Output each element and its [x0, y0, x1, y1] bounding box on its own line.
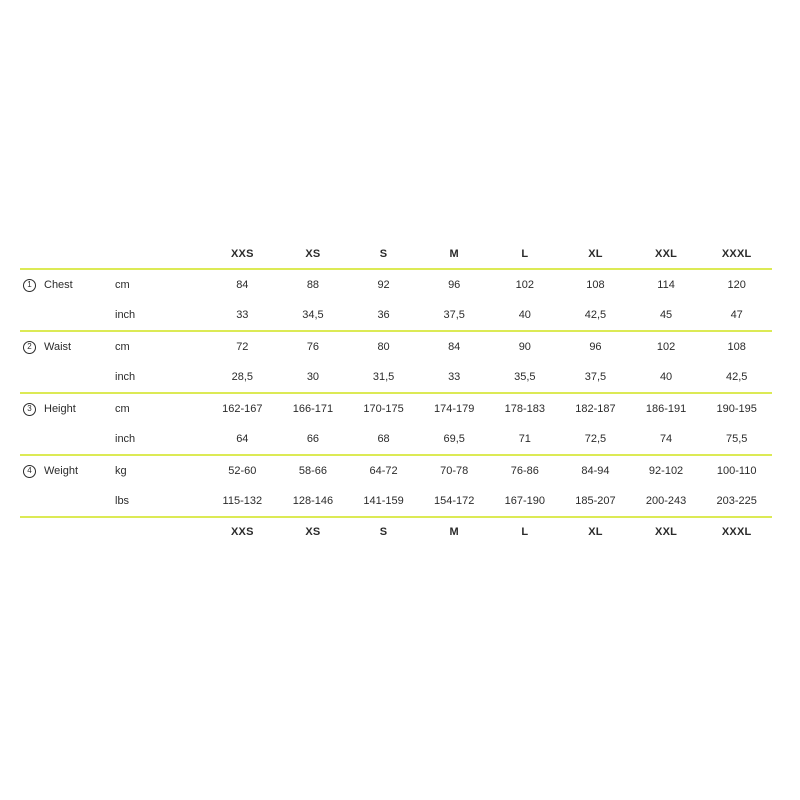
- size-column-footer: XS: [305, 525, 321, 538]
- row-number-badge: 1: [23, 279, 36, 292]
- value-cell: 40: [518, 308, 531, 321]
- size-column-header: M: [449, 248, 459, 260]
- value-cell: 84: [448, 340, 461, 353]
- value-cell: 154-172: [434, 494, 475, 507]
- row-header: [20, 465, 115, 478]
- value-cell: 72: [236, 340, 249, 353]
- value-cell: 42,5: [584, 308, 607, 321]
- value-cell: 80: [377, 340, 390, 353]
- value-cell: 186-191: [645, 402, 687, 415]
- measurement-group-weight: [20, 454, 772, 516]
- size-column-footer: S: [379, 525, 388, 538]
- value-cell: 45: [659, 308, 673, 321]
- value-cell: 64-72: [369, 464, 398, 477]
- value-cell: 96: [448, 278, 461, 291]
- unit-label: inch: [115, 308, 136, 321]
- value-cell: 35,5: [514, 370, 536, 383]
- table-row: [20, 456, 772, 486]
- row-header: [20, 279, 115, 292]
- value-cell: 75,5: [725, 432, 748, 445]
- row-header: [20, 341, 115, 354]
- value-cell: 76: [306, 340, 320, 353]
- table-row: [20, 270, 772, 300]
- value-cell: 84-94: [581, 464, 610, 477]
- value-cell: 108: [586, 278, 605, 291]
- table-row: [20, 486, 772, 516]
- value-cell: 114: [657, 278, 675, 291]
- value-cell: 70-78: [440, 464, 469, 477]
- value-cell: 31,5: [372, 370, 395, 383]
- unit-label: cm: [115, 278, 130, 291]
- value-cell: 92-102: [648, 464, 684, 477]
- size-column-footer: XXS: [230, 525, 254, 538]
- size-column-footer: XXXL: [721, 525, 752, 538]
- size-column-footer: XL: [588, 525, 603, 538]
- value-cell: 33: [236, 308, 249, 321]
- value-cell: 28,5: [231, 370, 254, 383]
- unit-label: inch: [115, 432, 136, 445]
- value-cell: 90: [518, 340, 531, 353]
- row-number-badge: 2: [23, 341, 36, 354]
- value-cell: 84: [236, 278, 249, 291]
- value-cell: 74: [659, 432, 673, 445]
- size-column-header: XXL: [655, 248, 678, 260]
- row-number-badge: 4: [23, 465, 36, 478]
- value-cell: 203-225: [716, 494, 757, 507]
- value-cell: 37,5: [443, 308, 465, 321]
- value-cell: 96: [589, 340, 602, 353]
- measurement-label: Height: [44, 402, 76, 415]
- value-cell: 115-132: [222, 494, 263, 507]
- value-cell: 102: [656, 340, 676, 353]
- value-cell: 170-175: [363, 402, 404, 415]
- value-cell: 52-60: [228, 464, 257, 477]
- value-cell: 33: [448, 370, 461, 383]
- value-cell: 58-66: [298, 464, 327, 477]
- value-cell: 108: [727, 340, 746, 353]
- size-column-header: XXXL: [721, 248, 752, 260]
- value-cell: 190-195: [716, 402, 757, 415]
- value-cell: 200-243: [645, 494, 687, 507]
- value-cell: 34,5: [302, 308, 324, 321]
- measurement-group-waist: [20, 330, 772, 392]
- unit-label: inch: [115, 370, 136, 383]
- size-column-header: L: [521, 248, 529, 260]
- size-chart-table: [20, 241, 772, 546]
- value-cell: 174-179: [434, 402, 475, 415]
- value-cell: 167-190: [504, 494, 545, 507]
- measurement-group-height: [20, 392, 772, 454]
- value-cell: 128-146: [292, 494, 334, 507]
- value-cell: 141-159: [363, 494, 404, 507]
- row-header: [20, 403, 115, 416]
- measurement-label: Waist: [44, 340, 72, 353]
- value-cell: 182-187: [575, 402, 616, 415]
- value-cell: 30: [306, 370, 320, 383]
- size-column-header: XL: [588, 248, 603, 260]
- value-cell: 72,5: [584, 432, 607, 445]
- table-row: [20, 424, 772, 454]
- unit-label: kg: [115, 464, 127, 477]
- value-cell: 36: [377, 308, 390, 321]
- value-cell: 102: [515, 278, 534, 291]
- value-cell: 178-183: [504, 402, 545, 415]
- value-cell: 185-207: [575, 494, 616, 507]
- value-cell: 166-171: [292, 402, 334, 415]
- value-cell: 40: [659, 370, 673, 383]
- value-cell: 68: [377, 432, 390, 445]
- size-header-row: [20, 241, 772, 268]
- size-column-header: XXS: [230, 248, 254, 260]
- value-cell: 92: [377, 278, 390, 291]
- measurement-label: Weight: [44, 464, 79, 477]
- value-cell: 66: [306, 432, 320, 445]
- value-cell: 47: [730, 308, 743, 321]
- value-cell: 69,5: [443, 432, 465, 445]
- value-cell: 37,5: [584, 370, 607, 383]
- size-footer-row: [20, 516, 772, 546]
- table-row: [20, 394, 772, 424]
- size-column-footer: M: [449, 525, 459, 538]
- value-cell: 64: [236, 432, 249, 445]
- size-column-header: XS: [305, 248, 321, 260]
- table-row: [20, 332, 772, 362]
- value-cell: 120: [727, 278, 746, 291]
- unit-label: lbs: [115, 494, 130, 507]
- size-column-header: S: [379, 248, 388, 260]
- size-column-footer: L: [521, 525, 529, 538]
- value-cell: 76-86: [510, 464, 539, 477]
- value-cell: 42,5: [725, 370, 748, 383]
- size-column-footer: XXL: [655, 525, 678, 538]
- value-cell: 100-110: [716, 464, 757, 477]
- table-row: [20, 362, 772, 392]
- unit-label: cm: [115, 340, 130, 353]
- measurement-group-chest: [20, 268, 772, 330]
- unit-label: cm: [115, 402, 130, 415]
- table-row: [20, 300, 772, 330]
- measurement-label: Chest: [44, 278, 73, 291]
- value-cell: 162-167: [222, 402, 263, 415]
- value-cell: 88: [306, 278, 320, 291]
- row-number-badge: 3: [23, 403, 36, 416]
- value-cell: 71: [518, 432, 531, 445]
